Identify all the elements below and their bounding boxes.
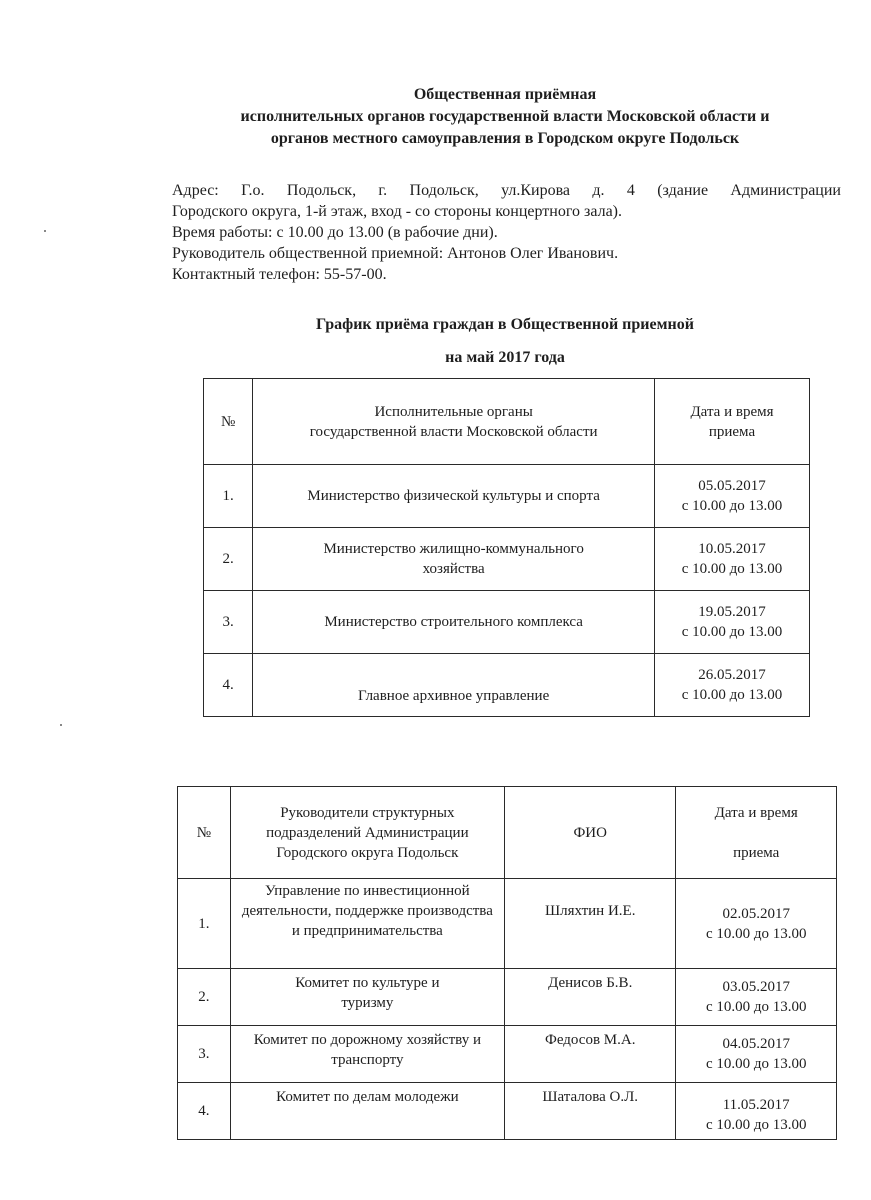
row-time: с 10.00 до 13.00 — [681, 624, 783, 640]
header-date-line-2: приема — [733, 844, 780, 861]
row-time: с 10.00 до 13.00 — [705, 1117, 807, 1133]
row-date: 05.05.2017 — [698, 478, 766, 494]
row-date: 02.05.2017 — [722, 905, 790, 922]
header-org — [253, 379, 655, 465]
row-datetime — [676, 969, 837, 1026]
table-row — [204, 654, 810, 717]
row-fio: Денисов Б.В. — [505, 969, 676, 1026]
row-date: 10.05.2017 — [698, 541, 766, 557]
table-row — [204, 591, 810, 654]
row-dept: Комитет по делам молодежи — [230, 1083, 504, 1140]
row-datetime — [654, 654, 809, 717]
header-date-line-2: приема — [708, 423, 756, 440]
row-time: с 10.00 до 13.00 — [705, 925, 807, 942]
row-fio: Шляхтин И.Е. — [505, 879, 676, 969]
header-fio: ФИО — [505, 787, 676, 879]
scan-speck — [60, 724, 62, 726]
table-row — [178, 969, 837, 1026]
row-datetime — [676, 1026, 837, 1083]
row-org: Министерство строительного комплекса — [253, 591, 655, 654]
row-date: 26.05.2017 — [698, 667, 766, 683]
row-date: 04.05.2017 — [722, 1036, 790, 1052]
table-header-row — [178, 787, 837, 879]
schedule-title-line-2: на май 2017 года — [445, 349, 565, 366]
header-line-2: исполнительных органов государственной власти Московской области и — [240, 108, 770, 125]
schedule-title-line-1: График приёма граждан в Общественной приемной — [316, 316, 694, 333]
row-dept: Управление по инвестиционной деятельности, поддержке производства и предпринимательства — [230, 879, 504, 969]
header-dept: Руководители структурных подразделений Администрации Городского округа Подольск — [230, 787, 504, 879]
table-row — [204, 528, 810, 591]
reception-head: Руководитель общественной приемной: Антонов Олег Иванович. — [172, 245, 619, 262]
row-fio: Шаталова О.Л. — [505, 1083, 676, 1140]
row-time: с 10.00 до 13.00 — [705, 1056, 807, 1072]
header-num: № — [204, 379, 253, 465]
row-datetime — [654, 465, 809, 528]
table-header-row — [204, 379, 810, 465]
row-date: 03.05.2017 — [722, 979, 790, 995]
contact-info — [172, 180, 841, 285]
row-num: 3. — [204, 591, 253, 654]
header-org-line-2: государственной власти Московской области — [309, 423, 598, 440]
contact-phone: Контактный телефон: 55-57-00. — [172, 266, 387, 283]
table-row — [178, 1083, 837, 1140]
row-datetime — [676, 879, 837, 969]
executive-bodies-table — [203, 378, 810, 717]
row-dept: Комитет по дорожному хозяйству и транспорту — [230, 1026, 504, 1083]
row-num: 4. — [178, 1083, 231, 1140]
row-num: 3. — [178, 1026, 231, 1083]
table-row — [178, 879, 837, 969]
header-org-line-1: Исполнительные органы — [374, 403, 533, 420]
row-num: 2. — [178, 969, 231, 1026]
row-datetime — [676, 1083, 837, 1140]
table-row — [178, 1026, 837, 1083]
header-line-1: Общественная приёмная — [413, 86, 597, 103]
working-hours: Время работы: с 10.00 до 13.00 (в рабочие дни). — [172, 224, 498, 241]
row-dept: Комитет по культуре и туризму — [230, 969, 504, 1026]
row-num: 1. — [178, 879, 231, 969]
header-num: № — [178, 787, 231, 879]
row-time: с 10.00 до 13.00 — [705, 999, 807, 1015]
administration-heads-table — [177, 786, 837, 1140]
scan-speck — [44, 230, 46, 232]
row-datetime — [654, 591, 809, 654]
row-org: Министерство жилищно-коммунального хозяйства — [253, 528, 655, 591]
row-fio: Федосов М.А. — [505, 1026, 676, 1083]
header-line-3: органов местного самоуправления в Городском округе Подольск — [270, 130, 740, 147]
header-date — [654, 379, 809, 465]
row-date: 11.05.2017 — [722, 1097, 790, 1113]
header-date-line-1: Дата и время — [690, 403, 774, 420]
row-time: с 10.00 до 13.00 — [681, 561, 783, 577]
row-date: 19.05.2017 — [698, 604, 766, 620]
table-row — [204, 465, 810, 528]
row-datetime — [654, 528, 809, 591]
row-time: с 10.00 до 13.00 — [681, 687, 783, 703]
document-header — [160, 84, 850, 150]
row-num: 4. — [204, 654, 253, 717]
row-num: 2. — [204, 528, 253, 591]
header-date-line-1: Дата и время — [714, 804, 798, 821]
row-org: Министерство физической культуры и спорта — [253, 465, 655, 528]
row-time: с 10.00 до 13.00 — [681, 498, 783, 514]
address-line-1: Адрес: Г.о. Подольск, г. Подольск, ул.Кирова д. 4 (здание Администрации — [172, 182, 841, 199]
row-num: 1. — [204, 465, 253, 528]
row-org: Главное архивное управление — [253, 654, 655, 717]
header-date — [676, 787, 837, 879]
address-line-2: Городского округа, 1-й этаж, вход - со стороны концертного зала). — [172, 203, 622, 220]
